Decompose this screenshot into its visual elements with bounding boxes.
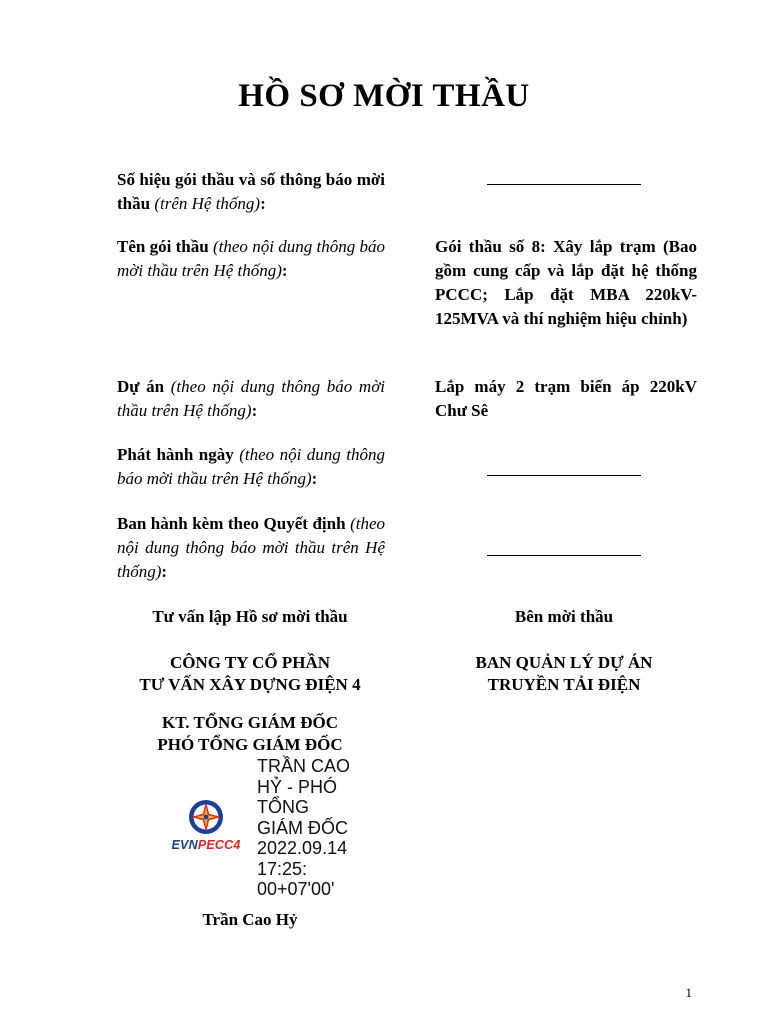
signature-line: TRẦN CAO [257,756,351,776]
label-colon: : [161,562,168,581]
label-italic: (theo nội dung thông báo mời thầu trên Hệ thống) [117,237,385,280]
document-title: HỒ SƠ MỜI THẦU [238,78,530,114]
consultant-company [100,652,400,696]
logo-wordmark [163,838,249,852]
position-line-1: KT. TỔNG GIÁM ĐỐC [162,713,338,732]
field-label [117,375,385,423]
logo-text-evn: EVN [171,838,198,852]
label-bold: Số hiệu gói thầu và số thông báo mời thầu [117,170,385,213]
consultant-heading: Tư vấn lập Hồ sơ mời thầu [152,607,348,626]
blank-line [487,475,641,476]
label-italic: (trên Hệ thống) [154,194,261,213]
signature-line: HỶ - PHÓ [257,776,338,797]
page-number: 1 [685,985,692,1000]
org-line-1: BAN QUẢN LÝ DỰ ÁN [475,653,653,672]
signature-line: 2022.09.14 [257,838,348,858]
label-italic: (theo nội dung thông báo mời thầu trên Hệ thống) [117,445,385,488]
position-line-2: PHÓ TỔNG GIÁM ĐỐC [157,735,343,754]
org-line-2: TRUYỀN TẢI ĐIỆN [487,675,641,694]
field-label [117,512,385,584]
company-line-2: TƯ VẤN XÂY DỰNG ĐIỆN 4 [139,675,361,694]
label-bold: Tên gói thầu [117,237,209,256]
logo-text-pecc4: PECC4 [197,838,241,852]
label-bold: Ban hành kèm theo Quyết định [117,514,346,533]
label-bold: Dự án [117,377,165,396]
label-colon: : [260,194,266,213]
label-colon: : [311,469,318,488]
signature-line: TỔNG [257,797,309,817]
field-value: Gói thầu số 8: Xây lắp trạm (Bao gồm cung cấp và lắp đặt hệ thống PCCC; Lắp đặt MBA 220kV-125MVA và thí nghiệm hiệu chỉnh) [435,237,697,328]
field-value: Lắp máy 2 trạm biến áp 220kV Chư Sê [435,377,697,420]
signer-name: Trần Cao Hỷ [202,910,298,929]
blank-line [487,184,641,185]
blank-line [487,555,641,556]
label-colon: : [281,261,288,280]
procuring-entity-org [414,652,714,696]
evnpecc4-logo [163,798,249,858]
signer-position [100,712,400,756]
signature-line: GIÁM ĐỐC [257,817,349,838]
label-italic: (theo nội dung thông báo mời thầu trên Hệ thống) [117,514,386,581]
field-label [117,235,385,283]
field-label [117,443,385,491]
field-label [117,168,385,216]
procuring-entity-heading: Bên mời thầu [514,607,614,626]
label-bold: Phát hành ngày [117,445,234,464]
digital-signature-text [257,756,397,900]
company-line-1: CÔNG TY CỔ PHẦN [169,653,331,672]
label-colon: : [251,401,258,420]
signature-line: 00+07'00' [257,879,335,899]
label-italic: (theo nội dung thông báo mời thầu trên Hệ thống) [117,377,386,420]
signature-line: 17:25: [257,858,308,879]
star-emblem-icon [163,798,249,840]
